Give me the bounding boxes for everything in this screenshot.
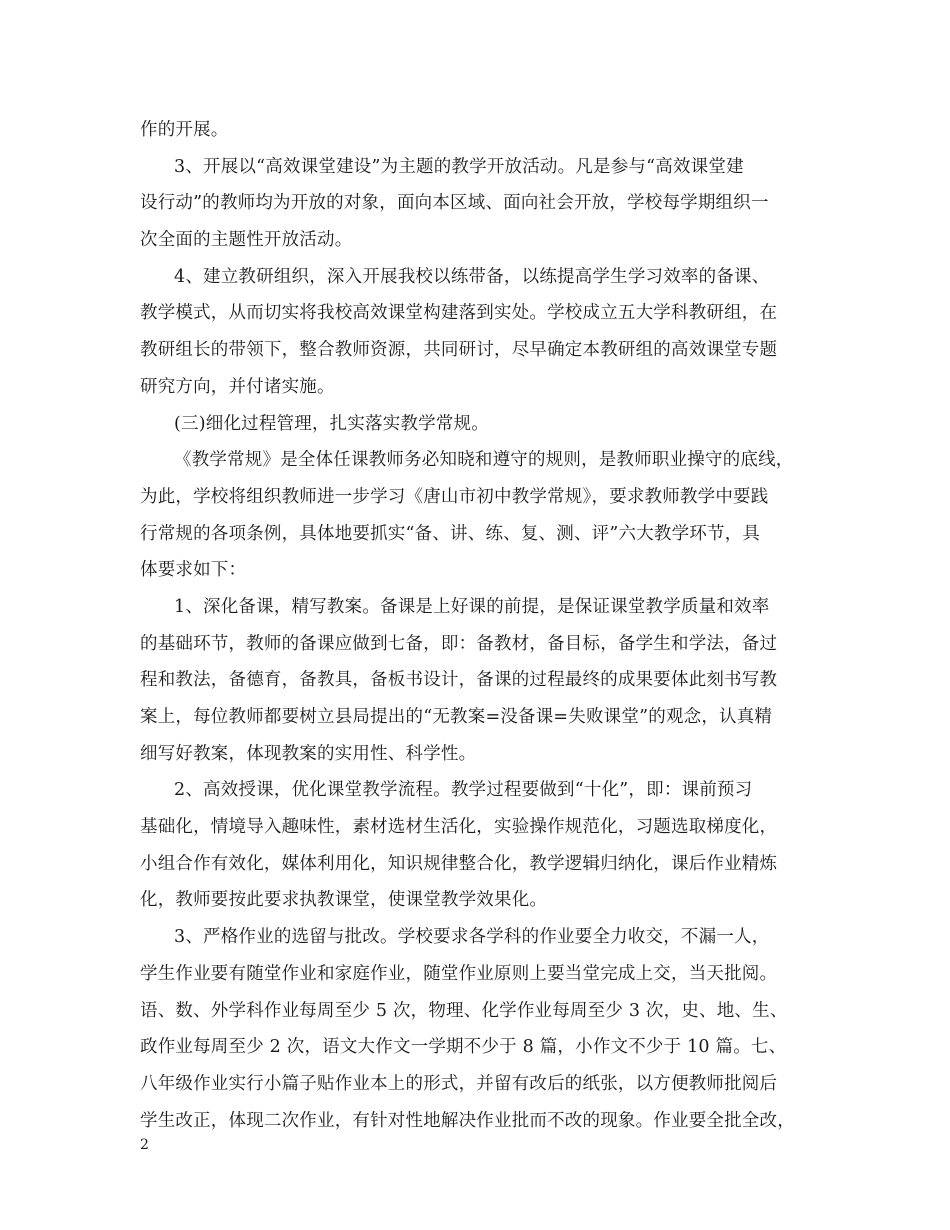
- text-line: 的基础环节，教师的备课应做到七备，即：备教材，备目标，备学生和学法，备过: [140, 633, 778, 654]
- text-line: 细写好教案，体现教案的实用性、科学性。: [140, 743, 477, 764]
- text-line: 2、高效授课，优化课堂教学流程。教学过程要做到“十化”，即：课前预习: [174, 780, 753, 801]
- text-line: 教学模式，从而切实将我校高效课堂构建落到实处。学校成立五大学科教研组，在: [140, 303, 778, 324]
- text-line: 为此，学校将组织教师进一步学习《唐山市初中教学常规》，要求教师教学中要践: [140, 486, 769, 507]
- page-number: 2: [140, 1137, 149, 1153]
- text-line: 八年级作业实行小篇子贴作业本上的形式，并留有改后的纸张，以方便教师批阅后: [140, 1073, 778, 1094]
- text-line: 小组合作有效化，媒体利用化，知识规律整合化，教学逻辑归纳化，课后作业精炼: [140, 853, 778, 874]
- text-line: 案上，每位教师都要树立县局提出的“无教案=没备课=失败课堂”的观念，认真精: [140, 707, 773, 727]
- text-line: 3、严格作业的选留与批改。学校要求各学科的作业要全力收交，不漏一人，: [174, 927, 770, 948]
- text-line: 化，教师要按此要求执教课堂，使课堂教学效果化。: [140, 890, 548, 911]
- body-text: [140, 112, 820, 1139]
- text-line: 4、建立教研组织，深入开展我校以练带备，以练提高学生学习效率的备课、: [174, 266, 770, 287]
- section-heading: (三)细化过程管理，扎实落实教学常规。: [174, 413, 489, 434]
- text-line: 教研组长的带领下，整合教师资源，共同研讨，尽早确定本教研组的高效课堂专题: [140, 340, 778, 361]
- text-line: 次全面的主题性开放活动。: [140, 230, 353, 251]
- text-line: 学生改正，体现二次作业，有针对性地解决作业批而不改的现象。作业要全批全改，: [140, 1110, 795, 1131]
- text-line: 体要求如下：: [140, 560, 247, 581]
- text-line: 研究方向，并付诸实施。: [140, 376, 335, 397]
- text-line: 行常规的各项条例，具体地要抓实“备、讲、练、复、测、评”六大教学环节，具: [140, 523, 761, 544]
- text-line: 语、数、外学科作业每周至少 5 次，物理、化学作业每周至少 3 次，史、地、生、: [140, 1000, 788, 1021]
- text-line: 学生作业要有随堂作业和家庭作业，随堂作业原则上要当堂完成上交，当天批阅。: [140, 963, 778, 984]
- text-line: 程和教法，备德育，备教具，备板书设计，备课的过程最终的成果要体此刻书写教: [140, 670, 778, 691]
- text-line: 1、深化备课，精写教案。备课是上好课的前提，是保证课堂教学质量和效率: [174, 596, 770, 617]
- text-line: 基础化，情境导入趣味性，素材选材生活化，实验操作规范化，习题选取梯度化，: [140, 817, 778, 838]
- text-line: 政作业每周至少 2 次，语文大作文一学期不少于 8 篇，小作文不少于 10 篇。七、: [140, 1037, 787, 1058]
- text-line: 作的开展。: [140, 120, 229, 140]
- text-line: 设行动”的教师均为开放的对象，面向本区域、面向社会开放，学校每学期组织一: [140, 193, 769, 214]
- text-line: 3、开展以“高效课堂建设”为主题的教学开放活动。凡是参与“高效课堂建: [174, 156, 744, 177]
- text-line: 《教学常规》是全体任课教师务必知晓和遵守的规则，是教师职业操守的底线，: [174, 450, 794, 471]
